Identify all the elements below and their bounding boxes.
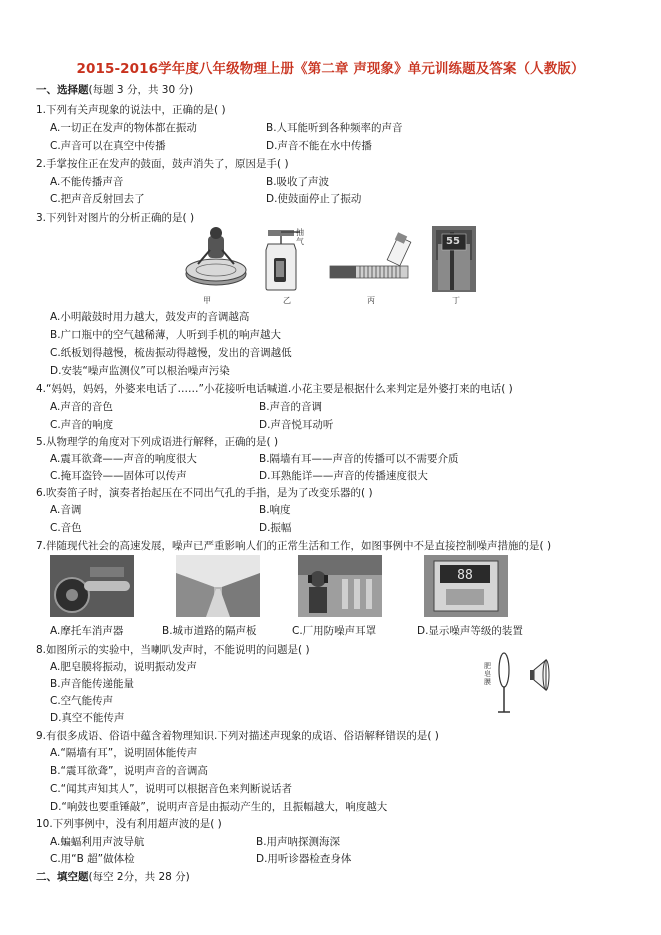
question-4-option-d: D.声音悦耳动听 — [259, 419, 334, 431]
question-10-option-d: D.用听诊器检查身体 — [256, 853, 352, 865]
question-6-option-a: A.音调 — [50, 504, 82, 516]
question-3-option-d: D.安装“噪声监测仪”可以根治噪声污染 — [50, 365, 230, 377]
question-10-stem: 10.下列事例中，没有利用超声波的是( ) — [36, 818, 222, 830]
question-10-option-b: B.用声呐探测海深 — [256, 836, 341, 848]
comb-figure-bing — [326, 232, 416, 288]
jar-phone-figure-yi — [262, 226, 320, 292]
question-1-stem: 1.下列有关声现象的说法中，正确的是( ) — [36, 104, 226, 116]
question-1-option-d: D.声音不能在水中传播 — [266, 140, 372, 152]
question-1-option-b: B.人耳能听到各种频率的声音 — [266, 122, 403, 134]
noise-monitor-reading: 55 — [446, 236, 460, 247]
motorcycle-muffler-photo — [50, 555, 134, 617]
question-9-option-a: A.“隔墙有耳”，说明固体能传声 — [50, 747, 198, 759]
question-4-option-a: A.声音的音色 — [50, 401, 113, 413]
soap-film-label: 肥皂膜 — [484, 662, 491, 686]
svg-text:88: 88 — [457, 568, 473, 583]
question-5-stem: 5.从物理学的角度对下列成语进行解释，正确的是( ) — [36, 436, 279, 448]
figure-label-ding: 丁 — [452, 296, 460, 305]
question-5-option-c: C.掩耳盗铃——固体可以传声 — [50, 470, 187, 482]
question-3-stem: 3.下列针对图片的分析正确的是( ) — [36, 212, 195, 224]
question-8-option-b: B.声音能传递能量 — [50, 678, 135, 690]
question-4-option-c: C.声音的响度 — [50, 419, 114, 431]
question-9-option-c: C.“闻其声知其人”，说明可以根据音色来判断说话者 — [50, 783, 293, 795]
soap-film-speaker-figure — [490, 648, 562, 720]
section-two-header — [36, 870, 190, 884]
question-4-option-b: B.声音的音调 — [259, 401, 323, 413]
road-sound-barrier-photo — [176, 555, 260, 617]
figure-label-yi: 乙 — [283, 296, 291, 305]
question-6-option-b: B.响度 — [259, 504, 291, 516]
question-7-option-b: B.城市道路的隔声板 — [162, 625, 257, 637]
factory-earmuffs-photo — [298, 555, 382, 617]
question-7-option-c: C.厂用防噪声耳罩 — [292, 625, 377, 637]
noise-level-display-photo — [424, 555, 508, 617]
figure-label-jia: 甲 — [203, 296, 211, 305]
question-9-option-b: B.“震耳欲聋”，说明声音的音调高 — [50, 765, 208, 777]
question-3-option-b: B.广口瓶中的空气越稀薄，人听到手机的响声越大 — [50, 329, 282, 341]
question-7-stem: 7.伴随现代社会的高速发展，噪声已严重影响人们的正常生活和工作，如图事例中不是直接控制噪声措施的是( ) — [36, 540, 552, 552]
section-one-lead: 一、选择题 — [36, 84, 89, 96]
pump-label: 抽气 — [296, 228, 304, 246]
question-5-option-d: D.耳熟能详——声音的传播速度很大 — [259, 470, 428, 482]
question-5-option-a: A.震耳欲聋——声音的响度很大 — [50, 453, 197, 465]
question-8-option-d: D.真空不能传声 — [50, 712, 125, 724]
section-two-lead: 二、填空题 — [36, 871, 89, 883]
question-2-option-c: C.把声音反射回去了 — [50, 193, 145, 205]
section-two-note: (每空 2分，共 28 分) — [88, 871, 190, 883]
section-one-note: (每题 3 分，共 30 分) — [88, 84, 194, 96]
question-2-option-a: A.不能传播声音 — [50, 176, 124, 188]
question-7-option-d: D.显示噪声等级的装置 — [417, 625, 523, 637]
figure-label-bing: 丙 — [367, 296, 375, 305]
question-2-stem: 2.手掌按住正在发声的鼓面，鼓声消失了，原因是手( ) — [36, 158, 289, 170]
question-8-option-a: A.肥皂膜将振动，说明振动发声 — [50, 661, 197, 673]
question-5-option-b: B.隔墙有耳——声音的传播可以不需要介质 — [259, 453, 459, 465]
question-6-option-d: D.振幅 — [259, 522, 292, 534]
question-1-option-c: C.声音可以在真空中传播 — [50, 140, 166, 152]
question-3-option-c: C.纸板划得越慢，梳齿振动得越慢，发出的音调越低 — [50, 347, 292, 359]
document-title: 2015-2016学年度八年级物理上册《第二章 声现象》单元训练题及答案（人教版） — [76, 61, 585, 77]
drum-figure-jia — [182, 226, 250, 292]
question-1-option-a: A.一切正在发声的物体都在振动 — [50, 122, 197, 134]
question-2-option-d: D.使鼓面停止了振动 — [266, 193, 362, 205]
question-6-stem: 6.吹奏笛子时，演奏者抬起压在不同出气孔的手指，是为了改变乐器的( ) — [36, 487, 373, 499]
question-2-option-b: B.吸收了声波 — [266, 176, 330, 188]
question-10-option-c: C.用“B 超”做体检 — [50, 853, 135, 865]
question-4-stem: 4.“妈妈，妈妈，外婆来电话了……”小花接听电话喊道.小花主要是根据什么来判定是外婆打来的电话( ) — [36, 383, 513, 395]
question-6-option-c: C.音色 — [50, 522, 82, 534]
question-7-option-a: A.摩托车消声器 — [50, 625, 124, 637]
question-3-option-a: A.小明敲鼓时用力越大，鼓发声的音调越高 — [50, 311, 250, 323]
question-8-option-c: C.空气能传声 — [50, 695, 114, 707]
question-10-option-a: A.蝙蝠利用声波导航 — [50, 836, 145, 848]
question-8-stem: 8.如图所示的实验中，当喇叭发声时，不能说明的问题是( ) — [36, 644, 310, 656]
section-one-header — [36, 83, 193, 97]
question-9-stem: 9.有很多成语、俗语中蕴含着物理知识.下列对描述声现象的成语、俗语解释错误的是( ) — [36, 730, 439, 742]
question-9-option-d: D.“响鼓也要重锤敲”，说明声音是由振动产生的，且振幅越大，响度越大 — [50, 801, 388, 813]
